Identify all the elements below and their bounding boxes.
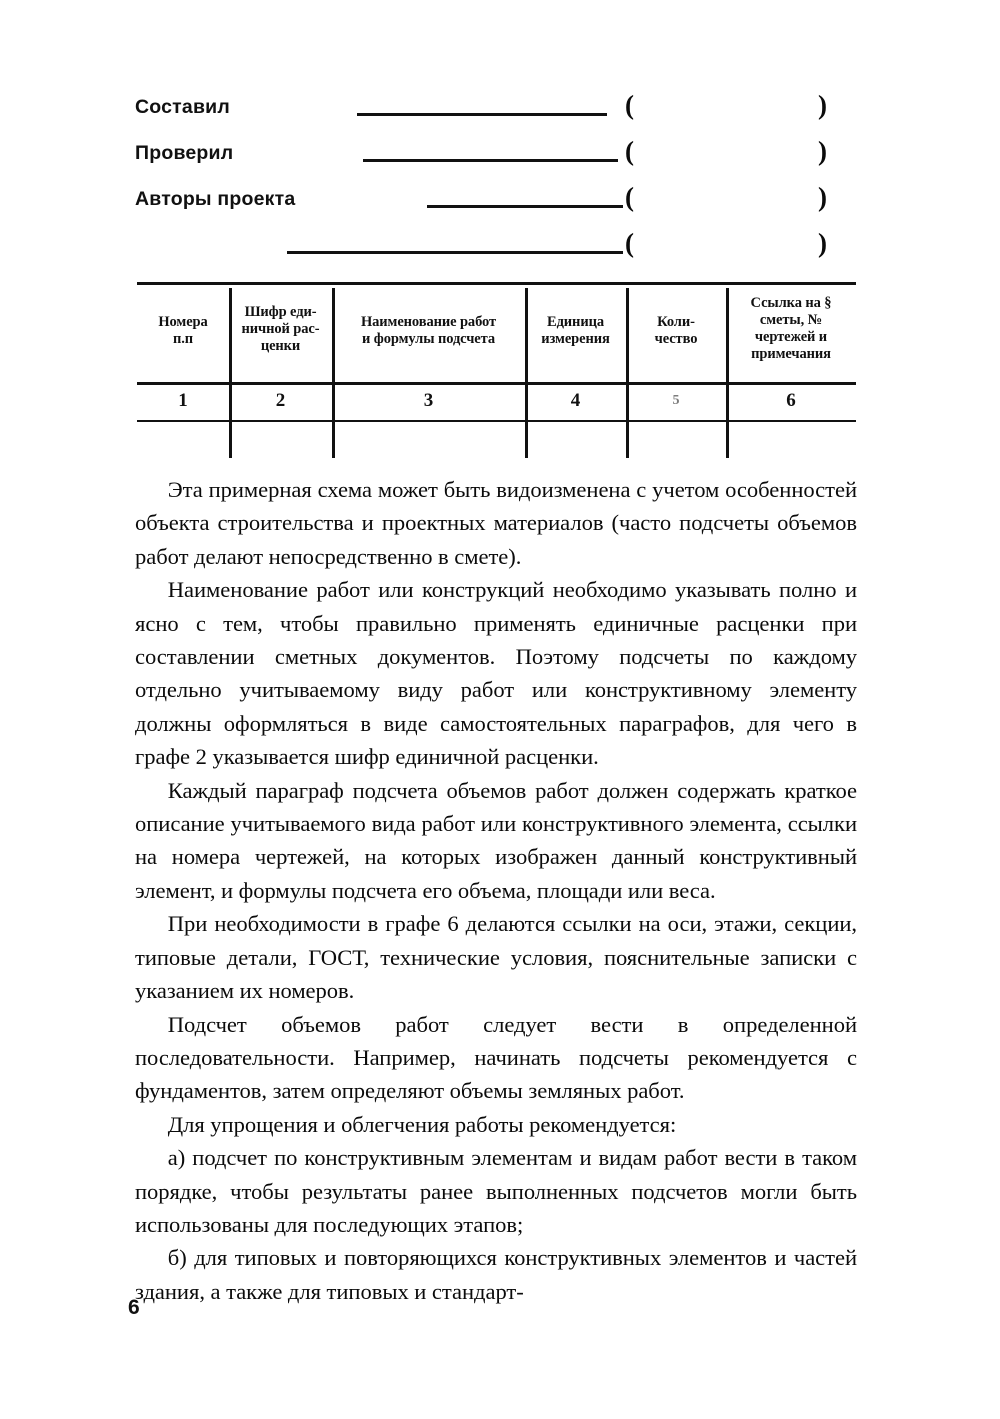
table-header-unit-code [229,304,332,355]
signature-paren-close: ) [818,182,827,212]
signature-paren-open: ( [625,182,634,212]
page-number: 6 [128,1296,140,1319]
table-rule-bottom [137,420,856,422]
table-header-line: измерения [541,331,610,347]
table-column-number: 3 [423,390,434,411]
signature-fill-line [357,113,607,116]
table-header-line: и формулы подсчета [362,331,495,347]
signature-row [135,136,857,186]
paragraph: Для упрощения и облегчения работы рекомендуется: [167,1111,677,1137]
table-column-number: 5 [672,393,680,408]
table-column-number: 2 [275,390,286,411]
table-header-work-name [332,314,525,348]
table-header-line: п.п [172,331,194,347]
signature-label-checked: Проверил [135,142,234,164]
signature-row [135,228,857,278]
list-item-b: б) для типовых и повторяющихся конструктивных элементов и частей здания, а также для типовых и стандарт- [135,1245,857,1304]
signature-label-compiled: Составил [135,96,230,118]
table-header-line: Шифр еди- [244,304,317,320]
table-column-number: 1 [178,390,188,411]
table-header-line: чество [654,331,698,347]
signature-row [135,182,857,232]
signature-paren-close: ) [818,136,827,166]
paragraph: Наименование работ или конструкций необходимо указывать полно и ясно с тем, чтобы правильно применять единичные расценки при составлении сметных документов. Поэтому подсчеты по каждому отдельно учитываемому виду работ или конструктивному элементу должны оформляться в виде самостоятельных параграфов, для чего в графе 2 указывается шифр единичной расценки. [135,577,857,770]
paragraph: Каждый параграф подсчета объемов работ должен содержать краткое описание учитываемого вида работ или конструктивного элемента, ссылки на номера чертежей, на которых изображен данный конструктивный элемент, и формулы подсчета его объема, площади или веса. [135,777,857,903]
table-rule-middle [137,382,856,385]
table-header-line: сметы, № [759,312,823,328]
table-header-quantity [626,314,726,348]
table-header-line: Коли- [657,314,695,330]
body-text [135,473,857,1308]
signature-fill-line [363,159,618,162]
signature-fill-line [427,205,623,208]
table-header-line: Единица [547,314,604,330]
table-header-line: Номера [158,314,208,330]
paragraph: Эта примерная схема может быть видоизменена с учетом особенностей объекта строительства и проектных материалов (часто подсчеты объемов работ делают непосредственно в смете). [135,477,857,569]
signature-row [135,90,857,140]
signature-block [135,90,857,278]
table-header-line: Ссылка на § [750,295,832,311]
table-header-reference [726,295,856,363]
list-item-a: а) подсчет по конструктивным элементам и видам работ вести в таком порядке, чтобы результаты ранее выполненных подсчетов могли быть использованы для последующих этапов; [135,1145,857,1237]
table-header-line: ценки [260,338,301,354]
signature-paren-close: ) [818,228,827,258]
work-volume-table [137,282,856,457]
table-header-numbers [137,314,229,348]
table-header-line: Наименование работ [360,314,497,330]
signature-paren-open: ( [625,90,634,120]
table-header-line: примечания [751,346,831,362]
table-column-number: 4 [570,390,581,411]
signature-paren-open: ( [625,136,634,166]
signature-paren-close: ) [818,90,827,120]
signature-paren-open: ( [625,228,634,258]
paragraph: Подсчет объемов работ следует вести в определенной последовательности. Например, начинать подсчеты рекомендуется с фундаментов, затем определяют объемы земляных работ. [135,1011,857,1104]
table-header-measure-unit [525,314,626,348]
table-rule-top [137,282,856,285]
paragraph: При необходимости в графе 6 делаются ссылки на оси, этажи, секции, типовые детали, ГОСТ, технические условия, пояснительные записки с указанием их номеров. [135,911,857,1004]
signature-label-authors: Авторы проекта [135,188,296,210]
table-column-number: 6 [786,390,796,411]
table-header-line: чертежей и [754,329,828,345]
signature-fill-line [287,251,623,254]
table-header-line: ничной рас- [241,321,320,337]
